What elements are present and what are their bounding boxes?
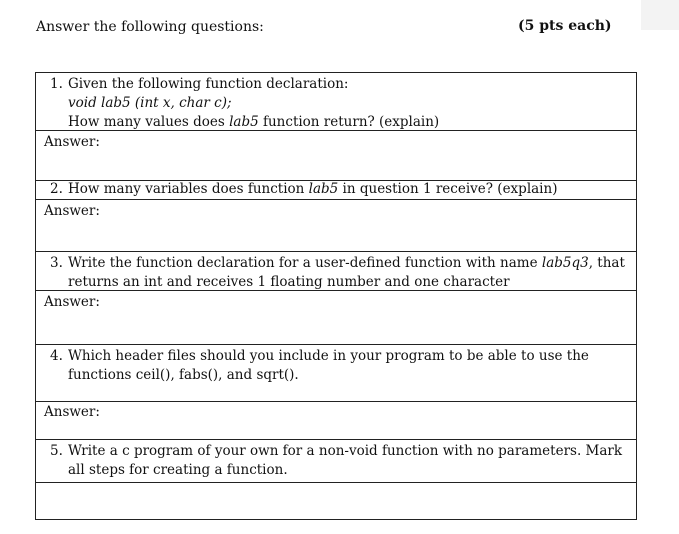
question-4-text	[50, 347, 628, 385]
answer-4-label: Answer:	[44, 404, 100, 420]
question-3-line2: returns an int and receives 1 floating number and one character	[68, 274, 510, 290]
question-2-function-name: lab5	[308, 181, 339, 197]
question-5-line2: all steps for creating a function.	[68, 462, 288, 478]
question-3-post: , that	[588, 255, 625, 271]
question-3-text	[50, 254, 628, 292]
question-2-text	[50, 180, 628, 199]
question-1-row	[36, 73, 636, 131]
question-1-line3-post: function return? (explain)	[258, 114, 440, 130]
question-4-row	[36, 345, 636, 402]
question-3-row	[36, 252, 636, 291]
answer-1-label: Answer:	[44, 134, 100, 150]
question-1-text	[50, 75, 628, 132]
question-1-function-name: lab5	[229, 114, 259, 130]
question-4-line1: Which header files should you include in your program to be able to use the	[68, 348, 589, 364]
question-1-number: 1.	[50, 76, 63, 92]
question-2-pre: How many variables does function	[68, 181, 309, 197]
question-2-row	[36, 181, 636, 200]
question-3-pre: Write the function declaration for a user-defined function with name	[68, 255, 542, 271]
question-3-number: 3.	[50, 255, 63, 271]
answer-3-row	[36, 291, 636, 345]
instructions-heading: Answer the following questions:	[36, 19, 264, 35]
question-5-text	[50, 442, 628, 480]
question-4-number: 4.	[50, 348, 63, 364]
answer-4-row	[36, 402, 636, 440]
points-label: (5 pts each)	[518, 18, 612, 34]
answer-3-label: Answer:	[44, 294, 100, 310]
question-1-line1: Given the following function declaration:	[68, 76, 349, 92]
corner-tab	[641, 0, 679, 30]
question-5-line1: Write a c program of your own for a non-void function with no parameters. Mark	[68, 443, 623, 459]
question-5-number: 5.	[50, 443, 63, 459]
answer-1-row	[36, 131, 636, 181]
answer-2-row	[36, 200, 636, 252]
question-4-line2: functions ceil(), fabs(), and sqrt().	[68, 367, 299, 383]
answer-5-row	[36, 483, 636, 519]
question-1-line3-pre: How many values does	[68, 114, 230, 130]
question-3-function-name: lab5q3	[541, 255, 589, 271]
question-5-row	[36, 440, 636, 483]
questions-table	[35, 72, 637, 520]
question-2-post: in question 1 receive? (explain)	[338, 181, 558, 197]
question-1-code: void lab5 (int x, char c);	[68, 95, 232, 111]
question-2-number: 2.	[50, 181, 63, 197]
answer-2-label: Answer:	[44, 203, 100, 219]
